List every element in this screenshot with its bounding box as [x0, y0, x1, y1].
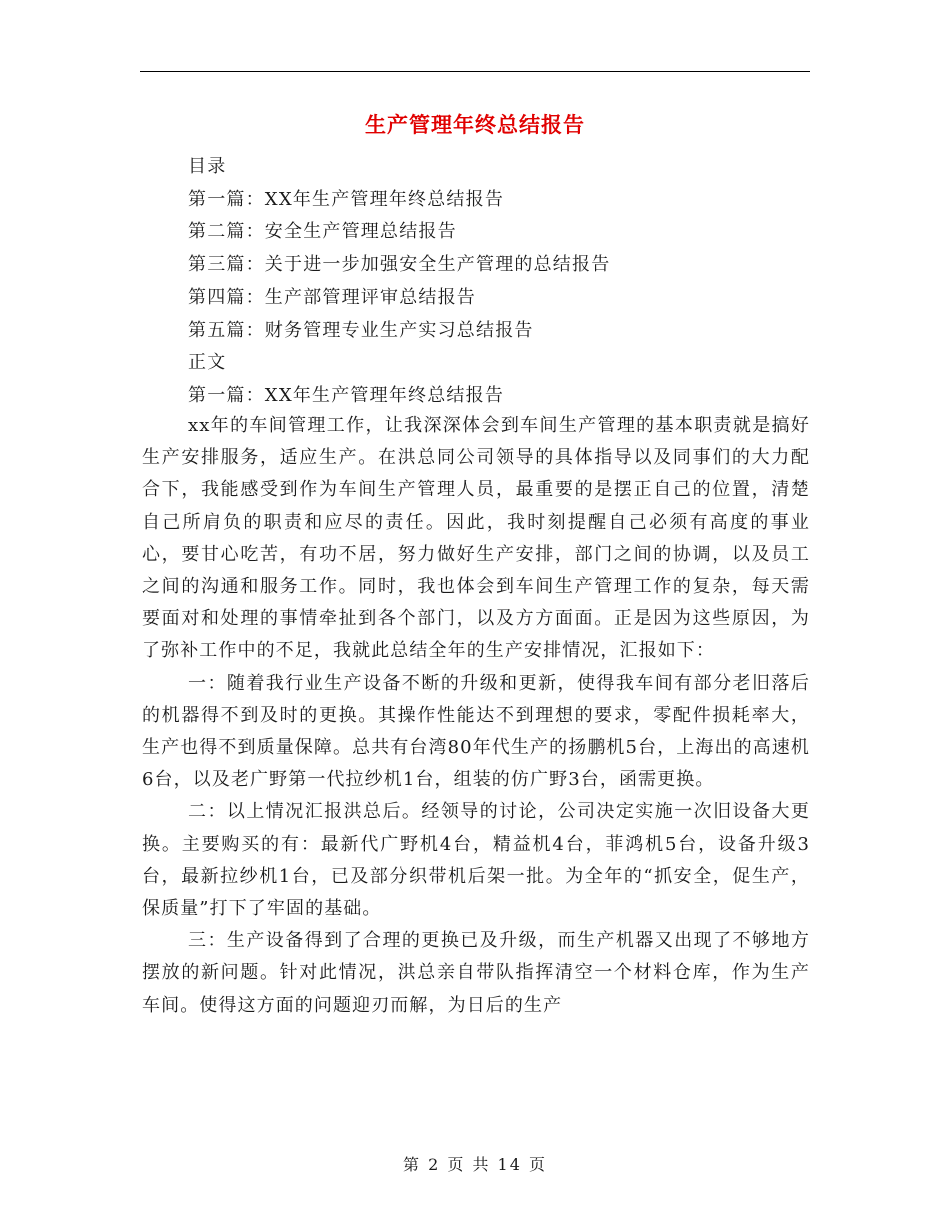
- toc-item: 第四篇：生产部管理评审总结报告: [188, 286, 476, 308]
- paragraph: 三：生产设备得到了合理的更换已及升级，而生产机器又出现了不够地方摆放的新问题。针对此情况，洪总亲自带队指挥清空一个材料仓库，作为生产车间。使得这方面的问题迎刃而解，为日后的生产: [142, 930, 810, 1016]
- toc-item: 第五篇：财务管理专业生产实习总结报告: [188, 319, 534, 341]
- body-text: [142, 410, 810, 1022]
- body-heading: 正文: [188, 352, 227, 374]
- header-rule: [140, 71, 810, 72]
- toc-heading: 目录: [188, 156, 227, 177]
- paragraph: xx年的车间管理工作，让我深深体会到车间生产管理的基本职责就是搞好生产安排服务，适应生产。在洪总同公司领导的具体指导以及同事们的大力配合下，我能感受到作为车间生产管理人员，最重要的是摆正自己的位置，清楚自己所肩负的职责和应尽的责任。因此，我时刻提醒自己必须有高度的事业心，要甘心吃苦，有功不居，努力做好生产安排，部门之间的协调，以及员工之间的沟通和服务工作。同时，我也体会到车间生产管理工作的复杂，每天需要面对和处理的事情牵扯到各个部门，以及方方面面。正是因为这些原因，为了弥补工作中的不足，我就此总结全年的生产安排情况，汇报如下：: [142, 415, 810, 662]
- page-number: 第 2 页 共 14 页: [403, 1155, 547, 1174]
- toc-item: 第三篇：关于进一步加强安全生产管理的总结报告: [188, 254, 611, 276]
- paragraph: 一：随着我行业生产设备不断的升级和更新，使得我车间有部分老旧落后的机器得不到及时的更换。其操作性能达不到理想的要求，零配件损耗率大，生产也得不到质量保障。总共有台湾80年代生产的扬鹏机5台，上海出的高速机6台，以及老广野第一代拉纱机1台，组装的仿广野3台，函需更换。: [142, 672, 810, 791]
- table-of-contents: [188, 151, 818, 413]
- toc-item: 第二篇：安全生产管理总结报告: [188, 221, 457, 243]
- paragraph: 二：以上情况汇报洪总后。经领导的讨论，公司决定实施一次旧设备大更换。主要购买的有：最新代广野机4台，精益机4台，菲鸿机5台，设备升级3台，最新拉纱机1台，已及部分织带机后架一批。为全年的“抓安全，促生产，保质量”打下了牢固的基础。: [142, 801, 810, 920]
- section-title: 第一篇：XX年生产管理年终总结报告: [188, 384, 505, 406]
- document-title: 生产管理年终总结报告: [365, 113, 585, 137]
- toc-item: 第一篇：XX年生产管理年终总结报告: [188, 188, 505, 210]
